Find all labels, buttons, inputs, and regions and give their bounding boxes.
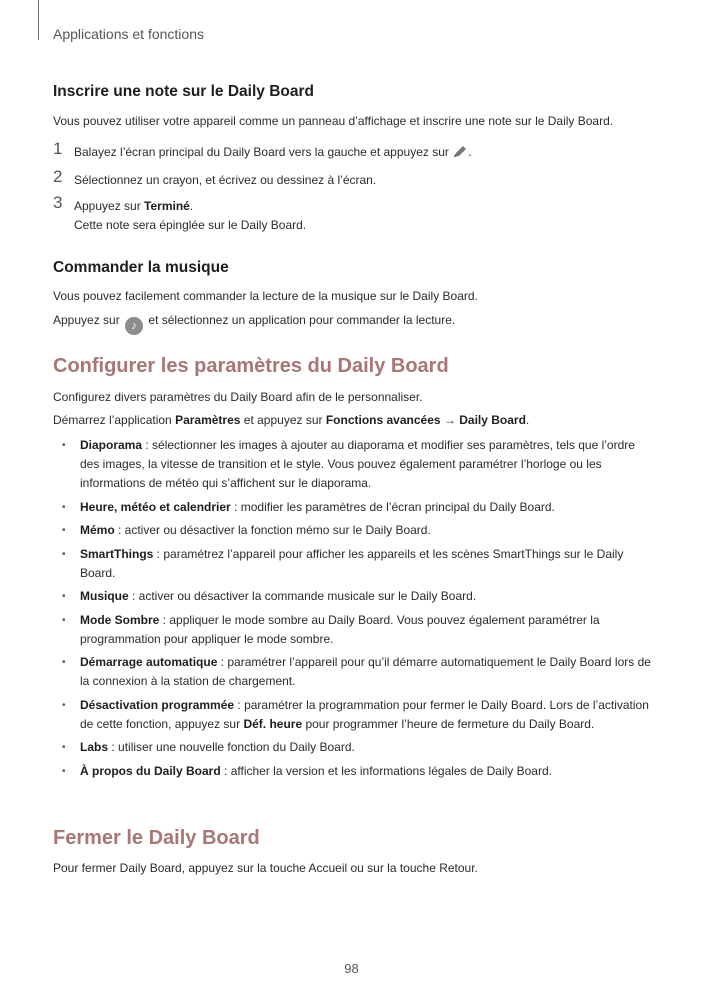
settings-list: [53, 436, 653, 785]
music-line-2: Appuyez sur ♪ et sélectionnez un application pour commander la lecture.: [53, 311, 455, 335]
list-item: • Labs : utiliser une nouvelle fonction du Daily Board.: [53, 738, 653, 757]
section-title-close: Fermer le Daily Board: [53, 827, 260, 849]
list-item: • SmartThings : paramétrez l’appareil pour afficher les appareils et les scènes SmartThings sur le Daily Board.: [53, 545, 653, 583]
step-text: Appuyez sur Terminé. Cette note sera épinglée sur le Daily Board.: [74, 197, 306, 235]
settings-path: Démarrez l’application Paramètres et appuyez sur Fonctions avancées → Daily Board.: [53, 413, 530, 427]
header-title: Applications et fonctions: [53, 26, 204, 42]
section-title-note: Inscrire une note sur le Daily Board: [53, 83, 314, 100]
section-title-music: Commander la musique: [53, 259, 229, 276]
list-item: • Mode Sombre : appliquer le mode sombre au Daily Board. Vous pouvez également paramétrer la programmation pour appliquer le mode sombre.: [53, 611, 653, 649]
close-text: Pour fermer Daily Board, appuyez sur la touche Accueil ou sur la touche Retour.: [53, 861, 478, 875]
step-number: 2: [53, 167, 63, 186]
list-item: • Démarrage automatique : paramétrer l’appareil pour qu’il démarre automatiquement le Daily Board lors de la connexion à la station de chargement.: [53, 653, 653, 691]
pen-icon: [452, 145, 468, 159]
page-number: 98: [344, 961, 359, 976]
note-intro: Vous pouvez utiliser votre appareil comme un panneau d’affichage et inscrire une note sur le Daily Board.: [53, 114, 614, 128]
list-item: • À propos du Daily Board : afficher la version et les informations légales de Daily Board.: [53, 762, 653, 781]
music-line-1: Vous pouvez facilement commander la lecture de la musique sur le Daily Board.: [53, 289, 478, 303]
section-title-settings: Configurer les paramètres du Daily Board: [53, 355, 449, 377]
list-item: • Heure, météo et calendrier : modifier les paramètres de l’écran principal du Daily Board.: [53, 498, 653, 517]
music-note-icon: ♪: [125, 317, 143, 335]
list-item: • Diaporama : sélectionner les images à ajouter au diaporama et modifier ses paramètres, tels que l’ordre des images, la vitesse de transition et le style. Vous pouvez également paramétrer l’horloge ou les informations de météo qui s’affichent sur le diaporama.: [53, 436, 653, 493]
step-number: 1: [53, 139, 63, 158]
step-text: Balayez l’écran principal du Daily Board vers la gauche et appuyez sur .: [74, 145, 472, 159]
step-note: Cette note sera épinglée sur le Daily Board.: [74, 218, 307, 232]
step-text: Sélectionnez un crayon, et écrivez ou dessinez à l’écran.: [74, 173, 377, 187]
list-item: • Désactivation programmée : paramétrer la programmation pour fermer le Daily Board. Lors de l’activation de cette fonction, appuyez sur Déf. heure pour programmer l’heure de fermeture du Daily Board.: [53, 696, 653, 734]
list-item: • Mémo : activer ou désactiver la fonction mémo sur le Daily Board.: [53, 521, 653, 540]
header-divider: [38, 0, 39, 40]
step-number: 3: [53, 193, 63, 212]
settings-intro: Configurez divers paramètres du Daily Board afin de le personnaliser.: [53, 390, 423, 404]
list-item: • Musique : activer ou désactiver la commande musicale sur le Daily Board.: [53, 587, 653, 606]
